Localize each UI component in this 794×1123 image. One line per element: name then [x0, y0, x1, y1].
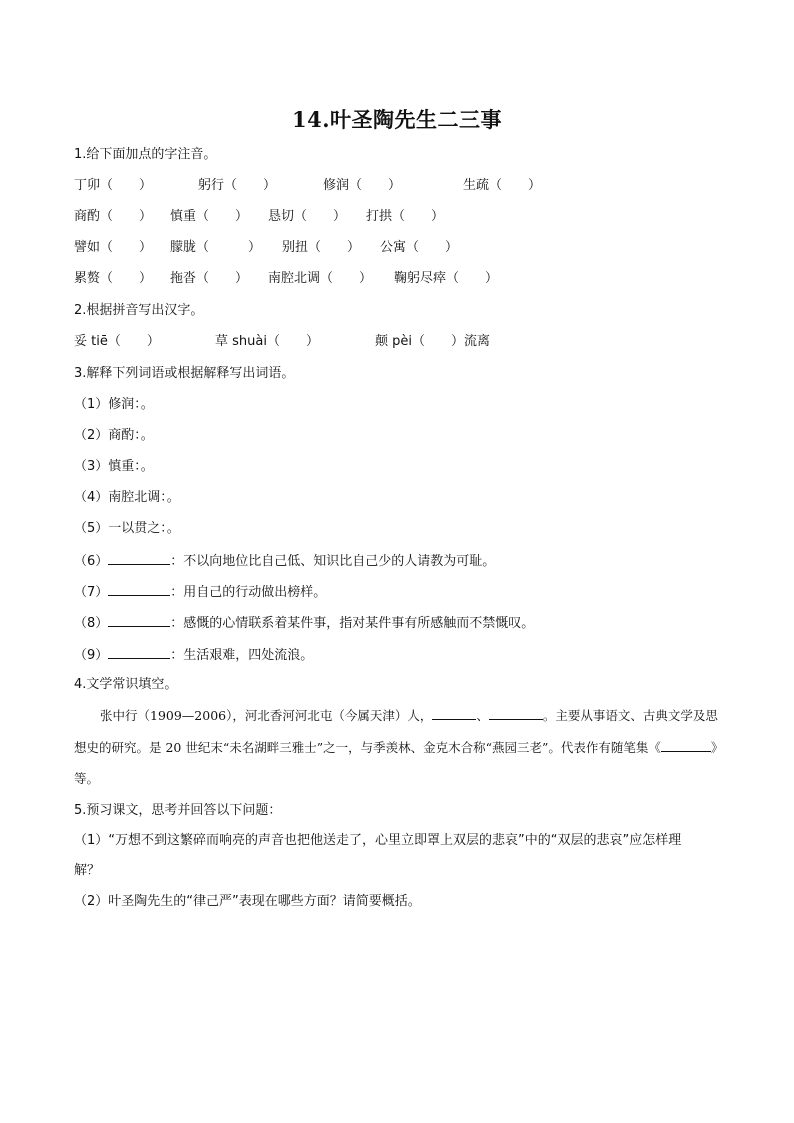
- q5-heading: 5.预习课文，思考并回答以下问题：: [74, 803, 282, 818]
- q3-fill-text: ：不以向地位比自己低、知识比自己少的人请教为可耻。: [170, 554, 496, 569]
- q5-item-continued: 解？: [74, 863, 101, 878]
- q3-item: （4）南腔北调：。: [74, 490, 180, 505]
- q4-heading: 4.文学常识填空。: [74, 677, 178, 692]
- q1-item: 恳切（ ）: [268, 209, 347, 224]
- q5-item: （2）叶圣陶先生的“律己严”表现在哪些方面？请简要概括。: [74, 894, 421, 909]
- q3-fill-item: [74, 613, 534, 633]
- q2-item: 颠 pèi（ ）流离: [375, 334, 490, 349]
- answer-blank[interactable]: [108, 613, 170, 627]
- q1-item: 南腔北调（ ）: [268, 271, 373, 286]
- q3-item: （1）修润：。: [74, 397, 154, 412]
- q3-heading: 3.解释下列词语或根据解释写出词语。: [74, 366, 295, 381]
- q2-heading: 2.根据拼音写出汉字。: [74, 303, 204, 318]
- q1-item: 譬如（ ）: [74, 240, 153, 255]
- q1-item: 朦胧（ ）: [170, 240, 262, 255]
- q1-item: 生疏（ ）: [463, 178, 542, 193]
- q1-item: 别扭（ ）: [282, 240, 361, 255]
- q3-fill-number: （9）: [74, 648, 109, 663]
- page-title: 14.叶圣陶先生二三事: [291, 107, 503, 132]
- q3-item: （3）慎重：。: [74, 459, 154, 474]
- q2-item: 草 shuài（ ）: [215, 334, 319, 349]
- q5-item: （1）“万想不到这繁碎而响亮的声音也把他送走了，心里立即罩上双层的悲哀”中的“双层的悲哀”应怎样理: [74, 833, 682, 848]
- q3-fill-number: （8）: [74, 616, 109, 631]
- q1-item: 躬行（ ）: [198, 178, 277, 193]
- q3-fill-text: ：用自己的行动做出榜样。: [170, 585, 327, 600]
- answer-blank[interactable]: [108, 645, 170, 659]
- q1-item: 打拱（ ）: [366, 209, 445, 224]
- q3-fill-item: [74, 551, 495, 571]
- q1-item: 拖沓（ ）: [170, 271, 249, 286]
- q3-item: （5）一以贯之：。: [74, 521, 180, 536]
- q3-fill-number: （6）: [74, 554, 109, 569]
- q1-item: 公寓（ ）: [380, 240, 459, 255]
- q1-item: 累赘（ ）: [74, 271, 153, 286]
- q1-item: 商酌（ ）: [74, 209, 153, 224]
- answer-blank[interactable]: [432, 706, 476, 720]
- q3-fill-text: ：生活艰难，四处流浪。: [170, 648, 314, 663]
- q3-item: （2）商酌：。: [74, 428, 154, 443]
- answer-blank[interactable]: [108, 582, 170, 596]
- q3-fill-item: [74, 582, 326, 602]
- q1-heading: 1.给下面加点的字注音。: [74, 147, 217, 162]
- q4-text: 、: [476, 708, 489, 723]
- q4-text: 》等。: [74, 739, 724, 786]
- answer-blank[interactable]: [489, 706, 543, 720]
- q4-text: 。主要从事语文、古典文学及思想史的研究。是 20 世纪末“未名湖畔三雅士”之一，与季羡林、金克木合称“燕园三老”。代表作有随笔集《: [74, 708, 718, 755]
- q1-item: 鞠躬尽瘁（ ）: [394, 271, 499, 286]
- q3-fill-number: （7）: [74, 585, 109, 600]
- q4-paragraph: [74, 700, 724, 795]
- answer-blank[interactable]: [108, 551, 170, 565]
- q3-fill-text: ：感慨的心情联系着某件事，指对某件事有所感触而不禁慨叹。: [170, 616, 535, 631]
- q2-item: 妥 tiē（ ）: [74, 334, 160, 349]
- q1-item: 慎重（ ）: [170, 209, 249, 224]
- answer-blank[interactable]: [661, 738, 711, 752]
- q1-item: 修润（ ）: [323, 178, 402, 193]
- q1-item: 丁卯（ ）: [74, 178, 153, 193]
- q4-text: 张中行（1909—2006），河北香河河北屯（今属天津）人，: [100, 708, 433, 723]
- q3-fill-item: [74, 645, 313, 665]
